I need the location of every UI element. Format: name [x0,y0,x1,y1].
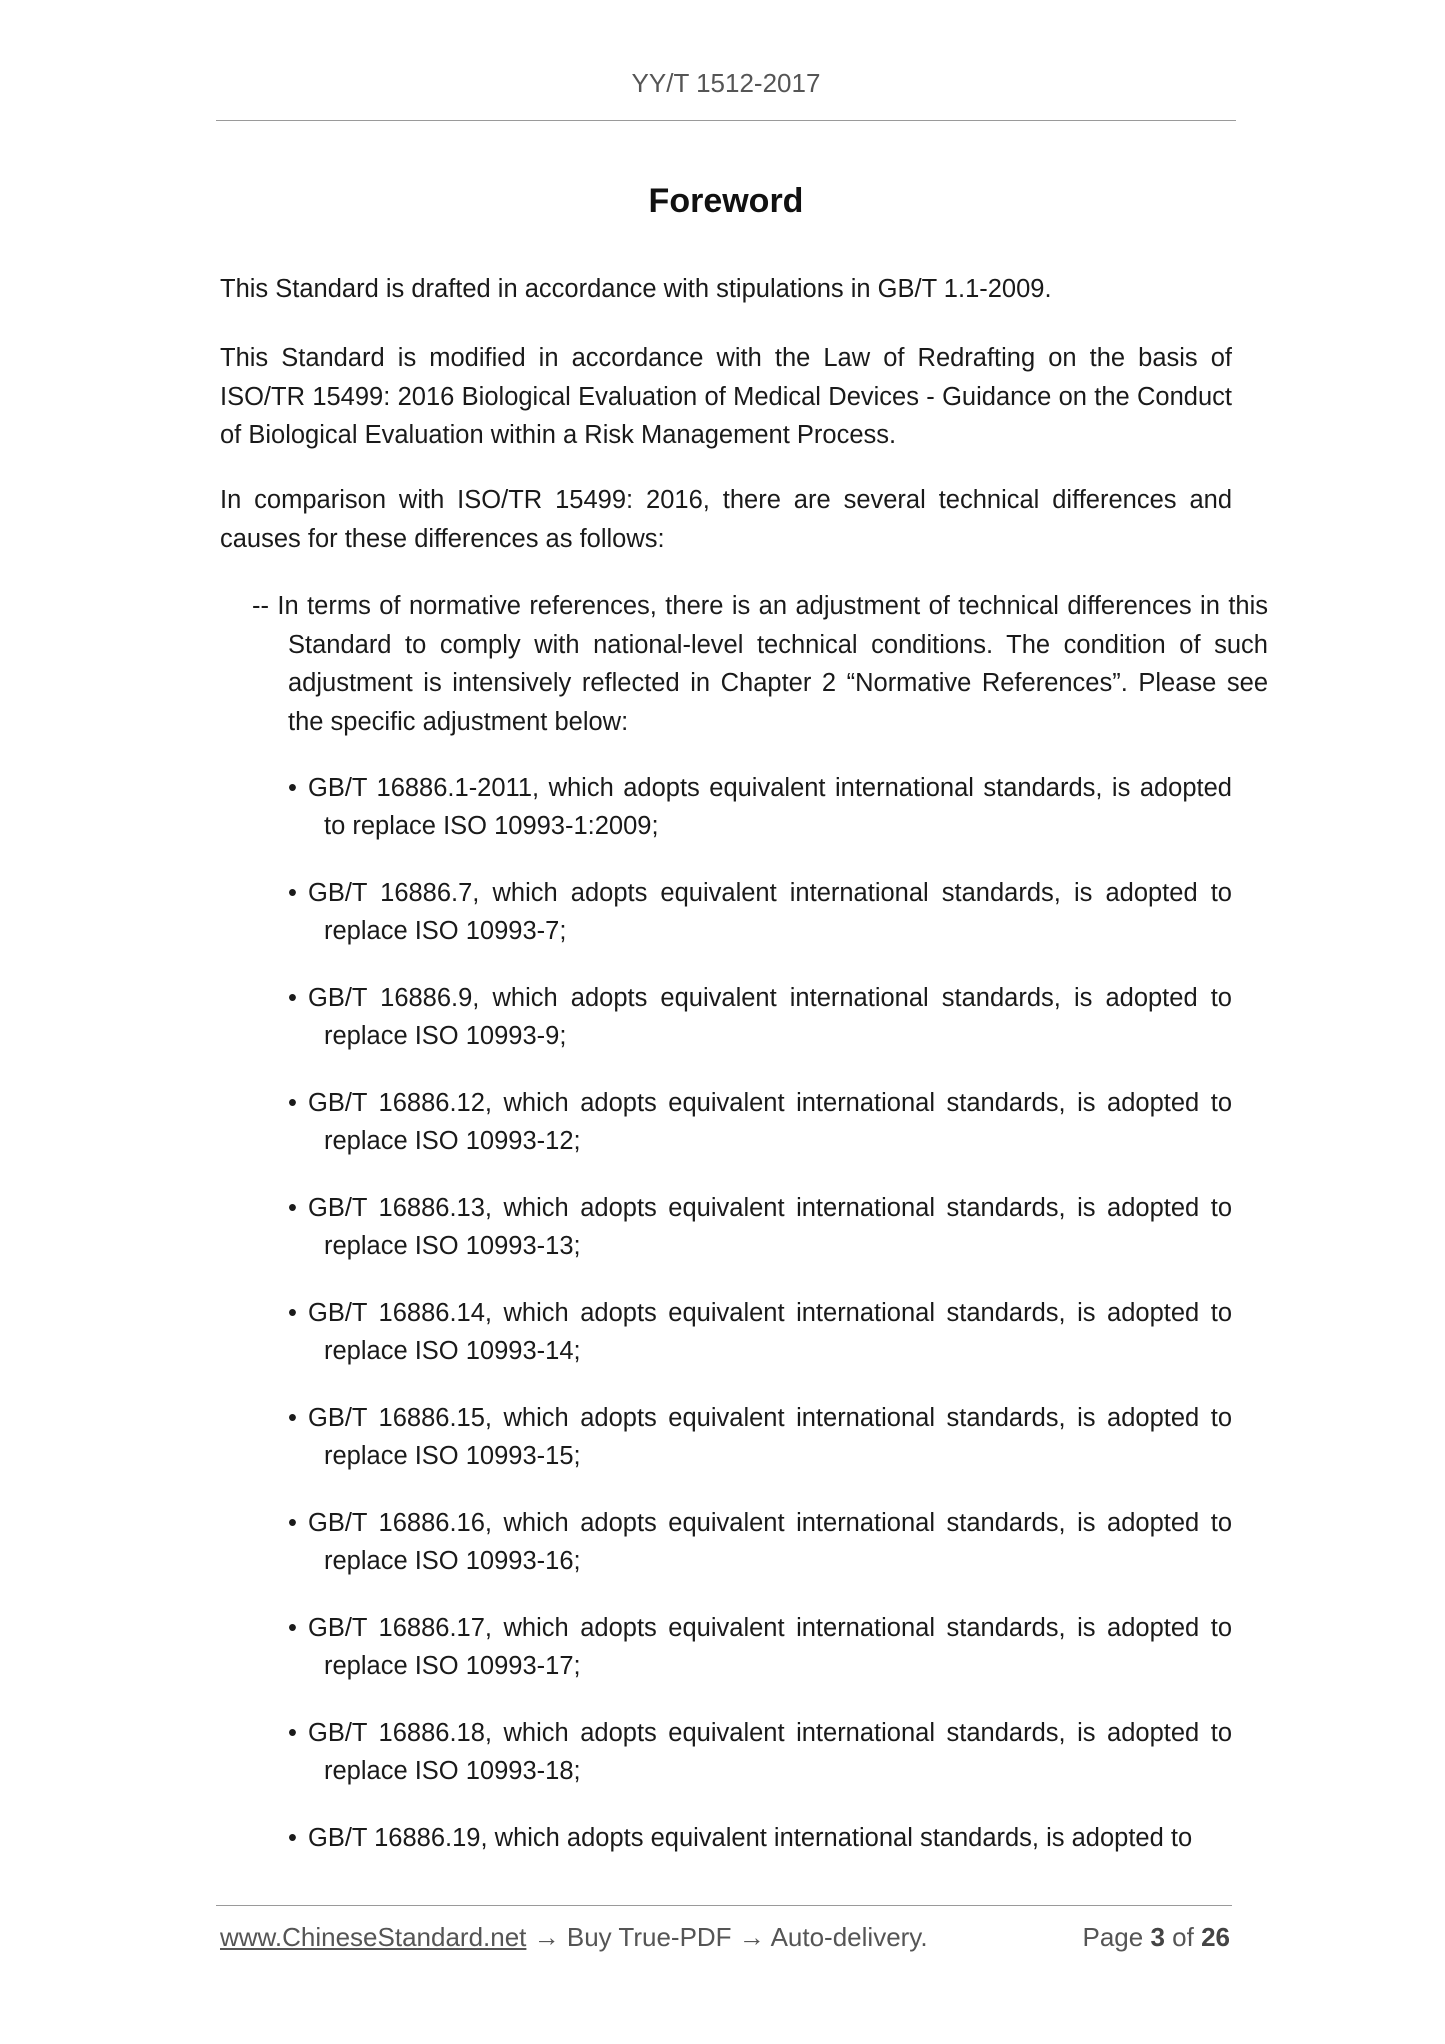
bullet-item: • GB/T 16886.19, which adopts equivalent international standards, is adopted to [288,1819,1232,1857]
bullet-item: • GB/T 16886.15, which adopts equivalent international standards, is adopted to replace ISO 10993-15; [288,1399,1232,1475]
bullet-item: • GB/T 16886.16, which adopts equivalent international standards, is adopted to replace ISO 10993-16; [288,1504,1232,1580]
bullet-icon: • [288,1299,297,1327]
bullet-item: • GB/T 16886.17, which adopts equivalent international standards, is adopted to replace ISO 10993-17; [288,1609,1232,1685]
paragraph-drafting: This Standard is drafted in accordance with stipulations in GB/T 1.1-2009. [220,275,1052,303]
page-total: 26 [1201,1922,1230,1952]
website-link[interactable]: www.ChineseStandard.net [220,1922,527,1952]
reference-bullet-list [288,769,1232,1886]
header-divider [216,120,1236,121]
footer-tagline: → Buy True-PDF → Auto-delivery. [526,1922,928,1952]
paragraph-modification: This Standard is modified in accordance with the Law of Redrafting on the basis of ISO/TR 15499: 2016 Biological Evaluation of Medical Devices - Guidance on the Conduct of Biological Evaluation within a Risk Management Process. [220,344,1232,449]
bullet-item: • GB/T 16886.14, which adopts equivalent international standards, is adopted to replace ISO 10993-14; [288,1294,1232,1370]
bullet-item: • GB/T 16886.9, which adopts equivalent international standards, is adopted to replace ISO 10993-9; [288,979,1232,1055]
page-number: 3 [1150,1922,1165,1952]
bullet-icon: • [288,1404,297,1432]
bullet-item: • GB/T 16886.7, which adopts equivalent international standards, is adopted to replace ISO 10993-7; [288,874,1232,950]
page-footer [220,1922,1230,1953]
page-title: Foreword [648,182,804,220]
bullet-icon: • [288,1719,297,1747]
paragraph-differences: In comparison with ISO/TR 15499: 2016, there are several technical differences and causes for these differences as follows: [220,486,1232,553]
bullet-icon: • [288,1614,297,1642]
bullet-item: • GB/T 16886.18, which adopts equivalent international standards, is adopted to replace ISO 10993-18; [288,1714,1232,1790]
bullet-icon: • [288,1194,297,1222]
page-indicator: Page 3 of 26 [1082,1922,1230,1952]
bullet-item: • GB/T 16886.13, which adopts equivalent international standards, is adopted to replace ISO 10993-13; [288,1189,1232,1265]
running-header: YY/T 1512-2017 [631,68,821,98]
footer-divider [216,1905,1232,1906]
bullet-icon: • [288,1089,297,1117]
bullet-icon: • [288,1824,297,1852]
dash-list-item: -- In terms of normative references, there is an adjustment of technical differences in this Standard to comply with national-level technical conditions. The condition of such adjustment is intensively reflected in Chapter 2 “Normative References”. Please see the specific adjustment below: [252,592,1268,736]
bullet-icon: • [288,879,297,907]
bullet-icon: • [288,774,297,802]
bullet-item: • GB/T 16886.1-2011, which adopts equivalent international standards, is adopted to replace ISO 10993-1:2009; [288,769,1232,845]
bullet-item: • GB/T 16886.12, which adopts equivalent international standards, is adopted to replace ISO 10993-12; [288,1084,1232,1160]
bullet-icon: • [288,984,297,1012]
bullet-icon: • [288,1509,297,1537]
